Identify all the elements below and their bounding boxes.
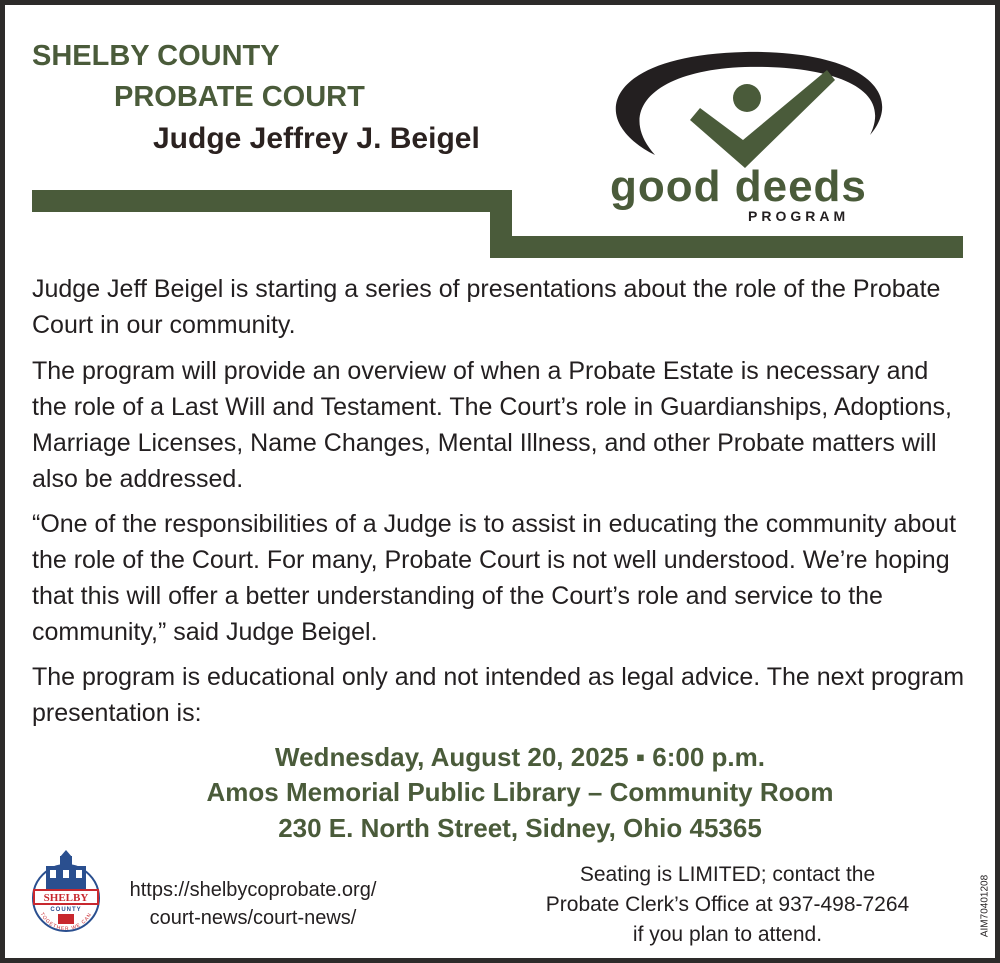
event-venue: Amos Memorial Public Library – Community Room — [206, 777, 834, 807]
seal-text-top: SHELBY — [43, 892, 89, 904]
paragraph-disclaimer: The program is educational only and not intended as legal advice. The next program presentation is: — [32, 663, 965, 727]
seating-line1: Seating is LIMITED; contact the — [579, 863, 876, 886]
header-county: SHELBY COUNTY — [32, 40, 280, 72]
event-date-time: Wednesday, August 20, 2025 ▪ 6:00 p.m. — [275, 742, 765, 772]
paragraph-quote: “One of the responsibilities of a Judge is to assist in educating the community about the role of the Court. For many, Probate Court is not well understood. We’re hoping that this will offer a better understanding of the Court’s role and service to the community,” said Judge Beigel. — [32, 510, 957, 646]
county-seal-icon — [30, 850, 102, 934]
website-link-line2: court-news/court-news/ — [149, 907, 357, 929]
seating-line2: Probate Clerk’s Office at 937-498-7264 — [545, 893, 910, 916]
seal-text-bottom: COUNTY — [50, 907, 82, 913]
divider-bar-right — [490, 236, 963, 258]
website-link-line1: https://shelbycoprobate.org/ — [129, 879, 377, 901]
event-address: 230 E. North Street, Sidney, Ohio 45365 — [278, 813, 762, 843]
logo-wordmark: good deeds — [610, 162, 867, 211]
paragraph-overview: The program will provide an overview of when a Probate Estate is necessary and the role of a Last Will and Testament. The Court’s role in Guardianships, Adoptions, Marriage Licenses, Name Changes, Mental Illness, and other Probate matters will also be addressed. — [32, 357, 952, 493]
ad-code: AIM70401208 — [979, 874, 991, 938]
website-link[interactable] — [108, 876, 398, 932]
header-court: PROBATE COURT — [114, 81, 365, 113]
seating-line3: if you plan to attend. — [632, 923, 823, 946]
paragraph-intro: Judge Jeff Beigel is starting a series of presentations about the role of the Probate Court in our community. — [32, 275, 941, 339]
logo-subtitle: PROGRAM — [748, 208, 850, 224]
seal-motto: TOGETHER WE CAN — [38, 911, 94, 933]
seating-notice — [505, 860, 950, 950]
header-judge: Judge Jeffrey J. Beigel — [153, 122, 480, 155]
divider-bar-left — [32, 190, 512, 212]
